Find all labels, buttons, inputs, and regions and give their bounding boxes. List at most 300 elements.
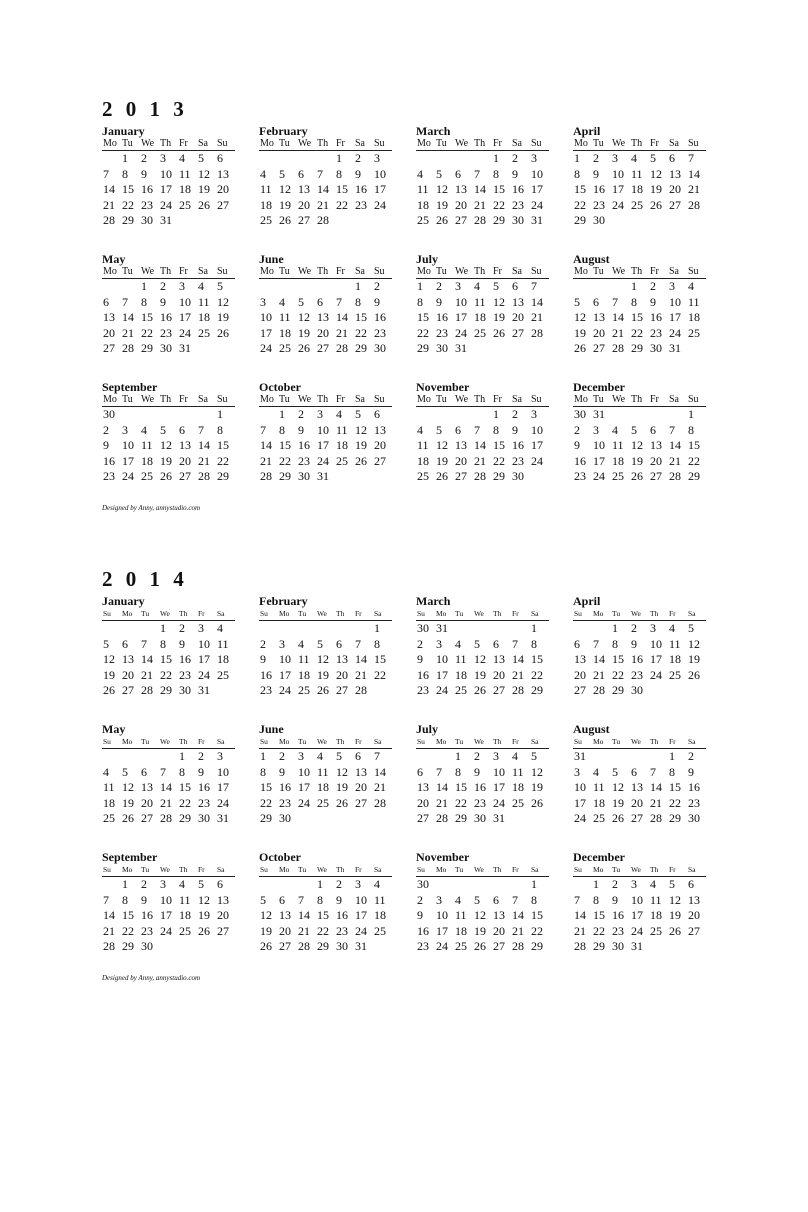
- day-cell: 8: [141, 294, 147, 309]
- day-cell: 10: [574, 780, 586, 794]
- day-cell: 18: [612, 453, 624, 468]
- weekday-label: Th: [631, 394, 643, 405]
- day-cell: 16: [436, 310, 448, 324]
- weekday-label: Su: [531, 394, 542, 405]
- day-cell: 11: [198, 294, 210, 309]
- day-cell: 31: [355, 939, 367, 953]
- weekday-header: [416, 394, 549, 407]
- weekday-label: Th: [474, 138, 486, 149]
- weekday-label: Sa: [531, 865, 539, 874]
- day-cell: 9: [612, 892, 618, 907]
- day-cell: 6: [141, 764, 147, 779]
- day-cell: 6: [317, 294, 323, 309]
- day-cell: 23: [336, 923, 348, 938]
- weekday-label: Su: [417, 865, 425, 874]
- month-july: [416, 722, 549, 850]
- day-cell: 10: [436, 652, 448, 666]
- day-cell: 14: [103, 908, 115, 922]
- day-cell: 20: [103, 325, 115, 340]
- day-cell: 28: [160, 811, 172, 825]
- day-cell: 17: [631, 908, 643, 922]
- weekday-label: Su: [103, 737, 111, 746]
- day-cell: 6: [122, 636, 128, 651]
- day-cell: 15: [122, 908, 134, 922]
- weekday-header: [416, 608, 549, 621]
- day-cell: 23: [436, 325, 448, 340]
- weekday-label: Tu: [279, 138, 290, 149]
- day-cell: 23: [650, 325, 662, 340]
- day-cell: 2: [260, 636, 266, 651]
- day-cell: 22: [160, 667, 172, 682]
- day-cell: 2: [336, 877, 342, 891]
- day-cell: [259, 151, 278, 167]
- day-cell: 1: [493, 151, 499, 165]
- day-cell: 1: [612, 621, 618, 635]
- day-cell: 30: [593, 213, 605, 227]
- day-cell: 12: [103, 652, 115, 666]
- weekday-label: Mo: [103, 138, 117, 149]
- day-cell: 12: [317, 652, 329, 666]
- day-cell: 20: [141, 795, 153, 810]
- weekday-label: Sa: [355, 138, 365, 149]
- month-name: September: [102, 850, 158, 864]
- day-cell: 31: [574, 749, 586, 763]
- day-cell: 26: [198, 197, 210, 212]
- day-cell: 18: [317, 780, 329, 794]
- day-cell: [630, 407, 649, 423]
- day-cell: 11: [260, 182, 272, 196]
- day-cell: [454, 151, 473, 167]
- day-cell: 7: [260, 422, 266, 437]
- day-cell: 2: [160, 279, 166, 293]
- day-cell: 14: [374, 764, 386, 779]
- weekday-label: Sa: [669, 138, 679, 149]
- day-cell: 5: [531, 749, 537, 763]
- weekday-label: Su: [531, 138, 542, 149]
- day-cell: 5: [336, 749, 342, 763]
- day-cell: [416, 151, 435, 167]
- day-cell: 20: [179, 453, 191, 468]
- month-may: [102, 252, 235, 380]
- day-cell: 19: [612, 795, 624, 810]
- day-cell: 28: [474, 213, 486, 227]
- day-cell: 5: [260, 892, 266, 907]
- day-cell: 9: [141, 166, 147, 181]
- weekday-label: Su: [688, 266, 699, 277]
- day-cell: 28: [260, 469, 272, 483]
- day-cell: 26: [436, 213, 448, 227]
- weekday-label: Tu: [298, 865, 307, 874]
- weekday-label: Sa: [355, 394, 365, 405]
- day-cell: 25: [179, 197, 191, 212]
- day-cell: 21: [474, 197, 486, 212]
- day-cell: 6: [631, 764, 637, 779]
- day-cell: 14: [298, 908, 310, 922]
- weekday-label: Mo: [122, 865, 133, 874]
- day-cell: 17: [298, 780, 310, 794]
- day-cell: 7: [512, 892, 518, 907]
- day-cell: 3: [531, 151, 537, 165]
- day-cell: 30: [512, 469, 524, 483]
- day-cell: 3: [669, 279, 675, 293]
- day-cell: 18: [669, 652, 681, 666]
- day-cell: [354, 621, 373, 637]
- day-cell: 7: [512, 636, 518, 651]
- weekday-label: Tu: [455, 737, 464, 746]
- day-grid: [102, 151, 235, 229]
- day-cell: 31: [531, 213, 543, 227]
- day-cell: [454, 877, 473, 893]
- day-cell: 15: [355, 310, 367, 324]
- weekday-label: Tu: [141, 865, 150, 874]
- day-cell: 3: [650, 621, 656, 635]
- day-cell: 26: [474, 939, 486, 953]
- day-cell: 15: [417, 310, 429, 324]
- day-cell: 29: [531, 939, 543, 953]
- day-cell: 19: [688, 652, 700, 666]
- day-cell: 31: [436, 621, 448, 635]
- day-cell: 7: [317, 166, 323, 181]
- day-cell: [649, 749, 668, 765]
- weekday-label: Th: [650, 865, 659, 874]
- day-cell: [492, 877, 511, 893]
- weekday-label: Tu: [593, 138, 604, 149]
- day-cell: 2: [198, 749, 204, 763]
- day-cell: 5: [612, 764, 618, 779]
- day-cell: [102, 749, 121, 765]
- day-cell: 5: [198, 877, 204, 891]
- day-cell: 21: [298, 923, 310, 938]
- day-cell: 26: [298, 341, 310, 355]
- weekday-label: Th: [336, 609, 345, 618]
- day-cell: 16: [574, 453, 586, 468]
- day-cell: 9: [298, 422, 304, 437]
- day-cell: 19: [574, 325, 586, 340]
- weekday-label: Th: [179, 737, 188, 746]
- day-cell: 18: [179, 182, 191, 196]
- weekday-label: We: [631, 737, 641, 746]
- day-cell: 2: [593, 151, 599, 165]
- day-cell: 10: [179, 294, 191, 309]
- day-cell: 16: [417, 667, 429, 682]
- day-cell: 21: [688, 182, 700, 196]
- month-name: April: [573, 594, 601, 608]
- weekday-header: [573, 736, 706, 749]
- day-cell: 2: [141, 877, 147, 891]
- day-cell: 24: [217, 795, 229, 810]
- day-cell: 20: [650, 453, 662, 468]
- day-cell: 24: [374, 197, 386, 212]
- day-cell: 9: [512, 422, 518, 437]
- day-cell: 19: [317, 667, 329, 682]
- day-cell: 16: [141, 908, 153, 922]
- year-calendar-2013: [102, 96, 714, 514]
- day-cell: 13: [417, 780, 429, 794]
- day-cell: [140, 621, 159, 637]
- day-cell: 12: [688, 636, 700, 651]
- weekday-label: Fr: [179, 138, 188, 149]
- weekday-label: We: [631, 609, 641, 618]
- day-cell: 25: [512, 795, 524, 810]
- day-cell: 4: [374, 877, 380, 891]
- weekday-label: Sa: [374, 865, 382, 874]
- day-cell: 2: [650, 279, 656, 293]
- day-cell: 13: [179, 438, 191, 452]
- day-cell: 13: [103, 310, 115, 324]
- day-cell: 1: [688, 407, 694, 421]
- day-cell: 23: [298, 453, 310, 468]
- day-cell: 5: [298, 294, 304, 309]
- day-cell: [297, 877, 316, 893]
- day-cell: 13: [512, 294, 524, 309]
- day-cell: 14: [574, 908, 586, 922]
- day-cell: 20: [455, 197, 467, 212]
- day-cell: 17: [436, 667, 448, 682]
- day-cell: 13: [688, 892, 700, 907]
- day-cell: [121, 621, 140, 637]
- day-cell: 25: [198, 325, 210, 340]
- day-cell: [611, 749, 630, 765]
- day-cell: 2: [417, 636, 423, 651]
- day-cell: 13: [355, 764, 367, 779]
- weekday-label: Tu: [279, 394, 290, 405]
- day-cell: 9: [336, 892, 342, 907]
- day-cell: 7: [298, 892, 304, 907]
- month-name: April: [573, 124, 601, 138]
- day-cell: 30: [198, 811, 210, 825]
- day-cell: 13: [574, 652, 586, 666]
- weekday-label: Fr: [336, 266, 345, 277]
- day-cell: 21: [669, 453, 681, 468]
- day-cell: 19: [650, 182, 662, 196]
- day-cell: 27: [574, 683, 586, 697]
- day-cell: 16: [417, 923, 429, 938]
- weekday-label: Su: [374, 394, 385, 405]
- day-cell: 7: [198, 422, 204, 437]
- day-cell: 4: [279, 294, 285, 309]
- weekday-label: We: [455, 266, 469, 277]
- day-cell: [278, 279, 297, 295]
- weekday-label: Th: [493, 737, 502, 746]
- weekday-label: Tu: [141, 737, 150, 746]
- day-cell: 19: [631, 453, 643, 468]
- day-cell: 28: [103, 939, 115, 953]
- weekday-header: [259, 266, 392, 279]
- day-cell: 6: [574, 636, 580, 651]
- weekday-label: Tu: [141, 609, 150, 618]
- weekday-label: Mo: [260, 394, 274, 405]
- day-grid: [573, 279, 706, 357]
- day-cell: 23: [198, 795, 210, 810]
- day-cell: [630, 749, 649, 765]
- day-cell: 1: [531, 621, 537, 635]
- day-grid: [416, 749, 549, 827]
- weekday-label: We: [317, 737, 327, 746]
- day-cell: 13: [669, 166, 681, 181]
- day-cell: 25: [650, 923, 662, 938]
- day-cell: 21: [103, 923, 115, 938]
- day-cell: 29: [217, 469, 229, 483]
- day-cell: 8: [355, 294, 361, 309]
- day-cell: 12: [279, 182, 291, 196]
- day-cell: 23: [160, 325, 172, 340]
- day-cell: 26: [279, 213, 291, 227]
- weekday-label: Mo: [122, 737, 133, 746]
- weekday-label: Th: [160, 394, 172, 405]
- day-cell: 27: [103, 341, 115, 355]
- month-march: [416, 124, 549, 252]
- day-cell: 23: [179, 667, 191, 682]
- day-cell: 10: [531, 166, 543, 181]
- year-title: 2 0 1 3: [102, 97, 188, 121]
- weekday-label: Fr: [355, 865, 362, 874]
- day-cell: 17: [122, 453, 134, 468]
- weekday-header: [573, 266, 706, 279]
- day-cell: 29: [179, 811, 191, 825]
- day-cell: 18: [474, 310, 486, 324]
- day-cell: 11: [179, 166, 191, 181]
- weekday-label: Sa: [688, 865, 696, 874]
- day-cell: 24: [574, 811, 586, 825]
- day-cell: 7: [436, 764, 442, 779]
- day-cell: 13: [141, 780, 153, 794]
- weekday-label: Fr: [336, 138, 345, 149]
- day-cell: 23: [374, 325, 386, 340]
- day-cell: 9: [417, 908, 423, 922]
- day-cell: 30: [298, 469, 310, 483]
- day-cell: 10: [631, 892, 643, 907]
- day-cell: 23: [279, 795, 291, 810]
- weekday-label: Tu: [612, 737, 621, 746]
- day-cell: 20: [669, 182, 681, 196]
- day-cell: 31: [198, 683, 210, 697]
- day-cell: 6: [512, 279, 518, 293]
- day-cell: 8: [179, 764, 185, 779]
- day-cell: [335, 621, 354, 637]
- day-cell: 29: [122, 213, 134, 227]
- day-cell: 21: [474, 453, 486, 468]
- day-cell: 24: [436, 939, 448, 953]
- day-cell: 21: [103, 197, 115, 212]
- month-october: [259, 850, 392, 978]
- day-cell: 12: [474, 652, 486, 666]
- day-cell: 9: [160, 294, 166, 309]
- day-cell: 10: [612, 166, 624, 181]
- month-name: May: [102, 722, 126, 736]
- day-cell: 4: [217, 621, 223, 635]
- day-cell: 21: [512, 667, 524, 682]
- day-cell: 30: [688, 811, 700, 825]
- day-cell: 5: [436, 422, 442, 437]
- day-cell: 2: [512, 151, 518, 165]
- month-grid: [102, 594, 714, 978]
- day-cell: 22: [317, 923, 329, 938]
- weekday-label: Fr: [512, 609, 519, 618]
- day-cell: 10: [355, 892, 367, 907]
- day-cell: 31: [217, 811, 229, 825]
- day-cell: 28: [336, 341, 348, 355]
- day-cell: 24: [355, 923, 367, 938]
- day-cell: 16: [631, 652, 643, 666]
- day-cell: 16: [474, 780, 486, 794]
- day-cell: [473, 151, 492, 167]
- day-cell: 19: [122, 795, 134, 810]
- day-cell: 3: [531, 407, 537, 421]
- day-cell: 25: [260, 213, 272, 227]
- weekday-label: Sa: [355, 266, 365, 277]
- weekday-label: Fr: [650, 138, 659, 149]
- weekday-label: Sa: [531, 737, 539, 746]
- day-cell: 21: [317, 197, 329, 212]
- day-cell: 22: [455, 795, 467, 810]
- day-cell: 29: [688, 469, 700, 483]
- day-grid: [573, 151, 706, 229]
- day-cell: 24: [531, 197, 543, 212]
- day-cell: 1: [493, 407, 499, 421]
- month-february: [259, 594, 392, 722]
- day-cell: 7: [336, 294, 342, 309]
- day-cell: 6: [217, 151, 223, 165]
- weekday-label: Su: [260, 609, 268, 618]
- day-cell: [278, 877, 297, 893]
- day-cell: 15: [260, 780, 272, 794]
- day-cell: [159, 749, 178, 765]
- day-cell: 30: [574, 407, 586, 421]
- day-cell: 20: [688, 908, 700, 922]
- day-cell: 3: [455, 279, 461, 293]
- month-january: [102, 124, 235, 252]
- day-cell: 16: [298, 438, 310, 452]
- month-april: [573, 594, 706, 722]
- weekday-label: Th: [160, 138, 172, 149]
- weekday-label: Tu: [122, 394, 133, 405]
- day-grid: [416, 279, 549, 357]
- day-cell: 10: [317, 422, 329, 437]
- month-may: [102, 722, 235, 850]
- day-grid: [416, 407, 549, 485]
- weekday-label: Fr: [355, 737, 362, 746]
- weekday-label: Su: [574, 609, 582, 618]
- day-cell: 6: [688, 877, 694, 891]
- weekday-label: Mo: [122, 609, 133, 618]
- day-grid: [259, 279, 392, 357]
- day-cell: 2: [279, 749, 285, 763]
- month-february: [259, 124, 392, 252]
- day-cell: 6: [217, 877, 223, 891]
- day-cell: 9: [436, 294, 442, 309]
- weekday-label: Mo: [260, 138, 274, 149]
- day-cell: 19: [260, 923, 272, 938]
- day-cell: 18: [593, 795, 605, 810]
- day-cell: 8: [417, 294, 423, 309]
- weekday-label: Tu: [279, 266, 290, 277]
- day-cell: 4: [650, 877, 656, 891]
- weekday-label: We: [474, 609, 484, 618]
- day-cell: 22: [179, 795, 191, 810]
- day-cell: 26: [612, 811, 624, 825]
- weekday-label: Fr: [198, 737, 205, 746]
- day-cell: [435, 877, 454, 893]
- day-cell: 30: [474, 811, 486, 825]
- day-cell: 6: [669, 151, 675, 165]
- day-cell: 17: [531, 438, 543, 452]
- weekday-label: Fr: [650, 394, 659, 405]
- day-cell: 9: [355, 166, 361, 181]
- day-cell: [316, 151, 335, 167]
- day-cell: 9: [512, 166, 518, 181]
- day-cell: 3: [612, 151, 618, 165]
- day-cell: 14: [593, 652, 605, 666]
